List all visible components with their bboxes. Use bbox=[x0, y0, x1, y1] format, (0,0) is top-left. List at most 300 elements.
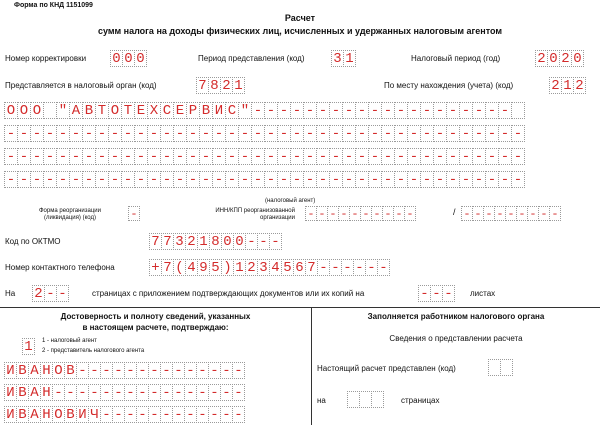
char-cell: - bbox=[381, 148, 395, 165]
char-cell: - bbox=[446, 102, 460, 119]
char-cell: О bbox=[52, 406, 65, 423]
char-cell: - bbox=[112, 384, 125, 401]
char-cell: - bbox=[342, 148, 356, 165]
char-cell: - bbox=[433, 102, 447, 119]
char-cell: И bbox=[4, 406, 17, 423]
char-cell: - bbox=[459, 171, 473, 188]
char-cell: - bbox=[134, 148, 148, 165]
column-divider bbox=[311, 307, 312, 425]
char-cell: А bbox=[28, 406, 41, 423]
char-cell: - bbox=[251, 125, 265, 142]
tax-office-heading: Заполняется работником налогового органа bbox=[367, 312, 545, 321]
char-cell: - bbox=[212, 125, 226, 142]
char-cell: - bbox=[327, 206, 339, 221]
char-cell: - bbox=[338, 206, 350, 221]
char-cell: - bbox=[208, 362, 221, 379]
char-cell: В bbox=[64, 362, 77, 379]
char-cell: - bbox=[355, 171, 369, 188]
char-cell: ( bbox=[173, 259, 186, 276]
sheets-count-field[interactable] bbox=[418, 285, 455, 302]
char-cell: - bbox=[303, 171, 317, 188]
char-cell: 1 bbox=[561, 77, 574, 94]
char-cell: - bbox=[69, 148, 83, 165]
char-cell: - bbox=[30, 171, 44, 188]
char-cell: 4 bbox=[269, 259, 282, 276]
char-cell: - bbox=[498, 148, 512, 165]
form-subtitle: сумм налога на доходы физических лиц, исчисленных и удержанных налоговым агентом bbox=[97, 26, 503, 36]
char-cell: - bbox=[43, 125, 57, 142]
char-cell: - bbox=[305, 206, 317, 221]
correction-number-field[interactable] bbox=[110, 50, 147, 67]
char-cell: - bbox=[199, 171, 213, 188]
char-cell: 3 bbox=[331, 50, 344, 67]
surname-field[interactable] bbox=[4, 362, 245, 379]
char-cell: - bbox=[186, 125, 200, 142]
char-cell: - bbox=[420, 148, 434, 165]
tax-office-pages-field[interactable] bbox=[347, 391, 384, 408]
char-cell: - bbox=[316, 171, 330, 188]
char-cell: - bbox=[232, 406, 245, 423]
char-cell: Е bbox=[134, 102, 148, 119]
char-cell: 2 bbox=[245, 259, 258, 276]
char-cell: - bbox=[108, 171, 122, 188]
char-cell: - bbox=[264, 125, 278, 142]
char-cell: 3 bbox=[257, 259, 270, 276]
char-cell: - bbox=[527, 206, 539, 221]
char-cell: - bbox=[394, 102, 408, 119]
location-code-field[interactable] bbox=[549, 77, 586, 94]
tax-office-subheading: Сведения о представлении расчета bbox=[389, 334, 523, 343]
char-cell: - bbox=[393, 206, 405, 221]
char-cell: И bbox=[76, 406, 89, 423]
char-cell: - bbox=[290, 148, 304, 165]
char-cell: - bbox=[329, 148, 343, 165]
char-cell: - bbox=[121, 148, 135, 165]
char-cell: - bbox=[4, 171, 18, 188]
char-cell: - bbox=[4, 148, 18, 165]
char-cell: - bbox=[485, 171, 499, 188]
char-cell: - bbox=[472, 125, 486, 142]
char-cell: - bbox=[220, 362, 233, 379]
char-cell: 0 bbox=[571, 50, 584, 67]
char-cell: 2 bbox=[220, 77, 233, 94]
char-cell: С bbox=[225, 102, 239, 119]
char-cell: - bbox=[355, 148, 369, 165]
char-cell: 2 bbox=[185, 233, 198, 250]
char-cell: - bbox=[303, 125, 317, 142]
char-cell: - bbox=[442, 285, 455, 302]
char-cell: - bbox=[148, 384, 161, 401]
char-cell: - bbox=[148, 362, 161, 379]
char-cell: - bbox=[172, 406, 185, 423]
char-cell: - bbox=[112, 362, 125, 379]
char-cell: - bbox=[407, 148, 421, 165]
pages-count-field[interactable] bbox=[32, 285, 69, 302]
reorg-form-label: Форма реорганизации (ликвидация) (код) bbox=[39, 208, 101, 221]
char-cell: - bbox=[184, 362, 197, 379]
char-cell: - bbox=[95, 125, 109, 142]
char-cell: - bbox=[212, 171, 226, 188]
char-cell: 1 bbox=[343, 50, 356, 67]
reorg-inn-label: ИНН/КПП реорганизованной организации bbox=[215, 208, 295, 221]
char-cell: - bbox=[381, 102, 395, 119]
char-cell: - bbox=[483, 206, 495, 221]
char-cell: - bbox=[472, 171, 486, 188]
char-cell: - bbox=[329, 259, 342, 276]
char-cell: - bbox=[433, 171, 447, 188]
char-cell: - bbox=[112, 406, 125, 423]
char-cell: - bbox=[264, 102, 278, 119]
char-cell: - bbox=[196, 384, 209, 401]
char-cell: - bbox=[251, 102, 265, 119]
char-cell: - bbox=[549, 206, 561, 221]
char-cell: - bbox=[498, 125, 512, 142]
section-divider bbox=[0, 307, 600, 308]
char-cell: - bbox=[43, 148, 57, 165]
char-cell: - bbox=[225, 148, 239, 165]
char-cell: - bbox=[82, 148, 96, 165]
char-cell: - bbox=[341, 259, 354, 276]
char-cell: - bbox=[160, 148, 174, 165]
char-cell: - bbox=[44, 285, 57, 302]
char-cell: - bbox=[498, 102, 512, 119]
char-cell: В bbox=[16, 384, 29, 401]
char-cell: 0 bbox=[221, 233, 234, 250]
char-cell: Н bbox=[40, 406, 53, 423]
char-cell: Х bbox=[147, 102, 161, 119]
char-cell: - bbox=[264, 171, 278, 188]
char-cell: - bbox=[184, 406, 197, 423]
char-cell: - bbox=[277, 125, 291, 142]
char-cell: - bbox=[511, 148, 525, 165]
char-cell: 0 bbox=[110, 50, 123, 67]
char-cell: - bbox=[100, 384, 113, 401]
agent-note: (налоговый агент) bbox=[265, 198, 316, 204]
char-cell: - bbox=[160, 384, 173, 401]
char-cell: - bbox=[184, 384, 197, 401]
char-cell bbox=[500, 359, 513, 376]
char-cell: - bbox=[172, 362, 185, 379]
char-cell: - bbox=[329, 102, 343, 119]
char-cell: 7 bbox=[161, 233, 174, 250]
char-cell: 2 bbox=[559, 50, 572, 67]
phone-label: Номер контактного телефона bbox=[5, 263, 115, 272]
oktmo-label: Код по ОКТМО bbox=[5, 237, 61, 246]
char-cell: Е bbox=[173, 102, 187, 119]
form-code: Форма по КНД 1151099 bbox=[14, 2, 93, 9]
char-cell: - bbox=[208, 406, 221, 423]
char-cell: - bbox=[208, 384, 221, 401]
char-cell: - bbox=[232, 384, 245, 401]
char-cell: - bbox=[108, 125, 122, 142]
char-cell: - bbox=[317, 259, 330, 276]
char-cell: " bbox=[238, 102, 252, 119]
char-cell: - bbox=[290, 171, 304, 188]
tax-office-on-label: на bbox=[317, 396, 326, 405]
char-cell: - bbox=[30, 148, 44, 165]
char-cell: - bbox=[368, 148, 382, 165]
char-cell: - bbox=[368, 125, 382, 142]
char-cell: - bbox=[342, 171, 356, 188]
char-cell: Т bbox=[121, 102, 135, 119]
char-cell: - bbox=[212, 148, 226, 165]
char-cell: - bbox=[238, 148, 252, 165]
char-cell: - bbox=[124, 384, 137, 401]
reorg-inn-field[interactable] bbox=[305, 206, 416, 221]
char-cell: - bbox=[407, 171, 421, 188]
char-cell: - bbox=[498, 171, 512, 188]
org-name-row-1[interactable] bbox=[4, 102, 525, 119]
char-cell: " bbox=[56, 102, 70, 119]
tax-period-label: Налоговый период (год) bbox=[411, 54, 501, 63]
char-cell: Н bbox=[40, 384, 53, 401]
char-cell: - bbox=[69, 125, 83, 142]
char-cell: И bbox=[4, 384, 17, 401]
char-cell: О bbox=[17, 102, 31, 119]
char-cell: - bbox=[121, 171, 135, 188]
char-cell: - bbox=[485, 148, 499, 165]
char-cell: - bbox=[355, 102, 369, 119]
char-cell: Р bbox=[186, 102, 200, 119]
char-cell: 6 bbox=[293, 259, 306, 276]
char-cell: О bbox=[52, 362, 65, 379]
char-cell bbox=[43, 102, 57, 119]
char-cell: - bbox=[264, 148, 278, 165]
char-cell: В bbox=[16, 406, 29, 423]
tax-period-field[interactable] bbox=[535, 50, 584, 67]
char-cell: - bbox=[17, 125, 31, 142]
char-cell: - bbox=[52, 384, 65, 401]
char-cell: - bbox=[365, 259, 378, 276]
char-cell: - bbox=[220, 406, 233, 423]
char-cell: - bbox=[407, 125, 421, 142]
char-cell: О bbox=[30, 102, 44, 119]
char-cell: - bbox=[82, 171, 96, 188]
char-cell: - bbox=[316, 206, 328, 221]
char-cell: А bbox=[28, 384, 41, 401]
char-cell: 4 bbox=[185, 259, 198, 276]
char-cell: - bbox=[446, 125, 460, 142]
char-cell: 5 bbox=[281, 259, 294, 276]
char-cell: - bbox=[88, 362, 101, 379]
submitted-code-field[interactable] bbox=[488, 359, 513, 376]
char-cell: - bbox=[257, 233, 270, 250]
sheets-label: листах bbox=[470, 289, 496, 298]
char-cell: - bbox=[446, 148, 460, 165]
confirm-heading-2: в настоящем расчете, подтверждаю: bbox=[82, 323, 229, 332]
char-cell: - bbox=[433, 125, 447, 142]
char-cell: - bbox=[418, 285, 431, 302]
char-cell: - bbox=[172, 384, 185, 401]
signer-code-field[interactable] bbox=[22, 338, 35, 355]
char-cell: - bbox=[342, 102, 356, 119]
char-cell: - bbox=[199, 125, 213, 142]
char-cell: - bbox=[371, 206, 383, 221]
org-name-row-2[interactable] bbox=[4, 125, 525, 142]
period-code-field[interactable] bbox=[331, 50, 356, 67]
char-cell: 0 bbox=[547, 50, 560, 67]
correction-label: Номер корректировки bbox=[5, 54, 87, 63]
char-cell: 1 bbox=[233, 259, 246, 276]
char-cell: - bbox=[136, 384, 149, 401]
char-cell: - bbox=[459, 148, 473, 165]
char-cell: Т bbox=[95, 102, 109, 119]
char-cell: - bbox=[100, 362, 113, 379]
char-cell: - bbox=[30, 125, 44, 142]
char-cell: - bbox=[173, 171, 187, 188]
char-cell: - bbox=[277, 148, 291, 165]
char-cell: - bbox=[124, 362, 137, 379]
char-cell: - bbox=[100, 406, 113, 423]
char-cell: - bbox=[368, 171, 382, 188]
char-cell: - bbox=[494, 206, 506, 221]
char-cell: - bbox=[95, 171, 109, 188]
char-cell: - bbox=[160, 406, 173, 423]
char-cell: - bbox=[173, 148, 187, 165]
oktmo-field[interactable] bbox=[149, 233, 282, 250]
char-cell: Н bbox=[40, 362, 53, 379]
char-cell: - bbox=[505, 206, 517, 221]
char-cell: 0 bbox=[233, 233, 246, 250]
char-cell: - bbox=[316, 125, 330, 142]
char-cell: 7 bbox=[161, 259, 174, 276]
char-cell: - bbox=[160, 125, 174, 142]
char-cell: - bbox=[290, 125, 304, 142]
char-cell: О bbox=[108, 102, 122, 119]
char-cell: - bbox=[251, 148, 265, 165]
char-cell: - bbox=[538, 206, 550, 221]
location-label: По месту нахождения (учета) (код) bbox=[384, 81, 514, 90]
char-cell: 7 bbox=[305, 259, 318, 276]
char-cell: - bbox=[196, 406, 209, 423]
char-cell: - bbox=[147, 148, 161, 165]
char-cell: - bbox=[220, 384, 233, 401]
char-cell: - bbox=[4, 125, 18, 142]
phone-field[interactable] bbox=[149, 259, 390, 276]
char-cell: - bbox=[381, 125, 395, 142]
char-cell: - bbox=[461, 206, 473, 221]
signer-option-1: 1 - налоговый агент bbox=[42, 338, 97, 344]
char-cell: - bbox=[56, 171, 70, 188]
char-cell: - bbox=[342, 125, 356, 142]
char-cell: - bbox=[329, 171, 343, 188]
char-cell: 7 bbox=[149, 233, 162, 250]
patronymic-field[interactable] bbox=[4, 406, 245, 423]
char-cell: - bbox=[134, 125, 148, 142]
char-cell: - bbox=[459, 102, 473, 119]
char-cell: + bbox=[149, 259, 162, 276]
char-cell: - bbox=[124, 406, 137, 423]
char-cell: - bbox=[186, 148, 200, 165]
char-cell: О bbox=[4, 102, 18, 119]
char-cell: - bbox=[420, 171, 434, 188]
char-cell: В bbox=[82, 102, 96, 119]
char-cell bbox=[511, 102, 525, 119]
char-cell: - bbox=[17, 148, 31, 165]
char-cell: - bbox=[377, 259, 390, 276]
tax-authority-label: Представляется в налоговый орган (код) bbox=[5, 81, 157, 90]
char-cell: - bbox=[225, 171, 239, 188]
char-cell: - bbox=[355, 125, 369, 142]
name-field[interactable] bbox=[4, 384, 245, 401]
char-cell: - bbox=[238, 125, 252, 142]
char-cell: - bbox=[136, 362, 149, 379]
char-cell: 2 bbox=[549, 77, 562, 94]
char-cell: 0 bbox=[122, 50, 135, 67]
char-cell: Ч bbox=[88, 406, 101, 423]
period-label: Период представления (код) bbox=[198, 54, 305, 63]
char-cell: 2 bbox=[573, 77, 586, 94]
char-cell: - bbox=[394, 171, 408, 188]
pages-text: страницах с приложением подтверждающих документов или их копий на bbox=[92, 289, 365, 298]
char-cell: В bbox=[16, 362, 29, 379]
char-cell: - bbox=[160, 362, 173, 379]
reorg-kpp-field[interactable] bbox=[461, 206, 561, 221]
tax-authority-field[interactable] bbox=[196, 77, 245, 94]
char-cell: - bbox=[382, 206, 394, 221]
char-cell: - bbox=[64, 384, 77, 401]
char-cell: - bbox=[316, 148, 330, 165]
char-cell: 3 bbox=[173, 233, 186, 250]
char-cell: - bbox=[472, 148, 486, 165]
char-cell: - bbox=[43, 171, 57, 188]
char-cell: - bbox=[121, 125, 135, 142]
char-cell: ) bbox=[221, 259, 234, 276]
org-name-row-4[interactable] bbox=[4, 171, 525, 188]
char-cell: - bbox=[95, 148, 109, 165]
char-cell: 7 bbox=[196, 77, 209, 94]
char-cell: 8 bbox=[209, 233, 222, 250]
char-cell: - bbox=[290, 102, 304, 119]
char-cell: И bbox=[212, 102, 226, 119]
char-cell: 0 bbox=[134, 50, 147, 67]
char-cell: - bbox=[394, 125, 408, 142]
char-cell: - bbox=[511, 171, 525, 188]
char-cell: - bbox=[420, 125, 434, 142]
char-cell: - bbox=[485, 102, 499, 119]
char-cell: - bbox=[368, 102, 382, 119]
char-cell: - bbox=[360, 206, 372, 221]
char-cell: - bbox=[329, 125, 343, 142]
char-cell: - bbox=[76, 384, 89, 401]
char-cell: - bbox=[196, 362, 209, 379]
tax-office-pages-label: страницах bbox=[401, 396, 440, 405]
char-cell: - bbox=[485, 125, 499, 142]
char-cell: - bbox=[136, 406, 149, 423]
char-cell: - bbox=[407, 102, 421, 119]
org-name-row-3[interactable] bbox=[4, 148, 525, 165]
char-cell: - bbox=[394, 148, 408, 165]
char-cell: И bbox=[4, 362, 17, 379]
char-cell: - bbox=[245, 233, 258, 250]
char-cell: 1 bbox=[22, 338, 35, 355]
char-cell: С bbox=[160, 102, 174, 119]
char-cell: - bbox=[430, 285, 443, 302]
char-cell: 9 bbox=[197, 259, 210, 276]
char-cell: - bbox=[316, 102, 330, 119]
char-cell: - bbox=[225, 125, 239, 142]
reorg-form-field[interactable] bbox=[128, 206, 140, 221]
char-cell: 8 bbox=[208, 77, 221, 94]
char-cell: - bbox=[17, 171, 31, 188]
char-cell: - bbox=[186, 171, 200, 188]
char-cell: - bbox=[173, 125, 187, 142]
char-cell: - bbox=[56, 285, 69, 302]
char-cell: - bbox=[147, 125, 161, 142]
char-cell: - bbox=[303, 148, 317, 165]
char-cell: 1 bbox=[197, 233, 210, 250]
form-title: Расчет bbox=[284, 13, 316, 23]
